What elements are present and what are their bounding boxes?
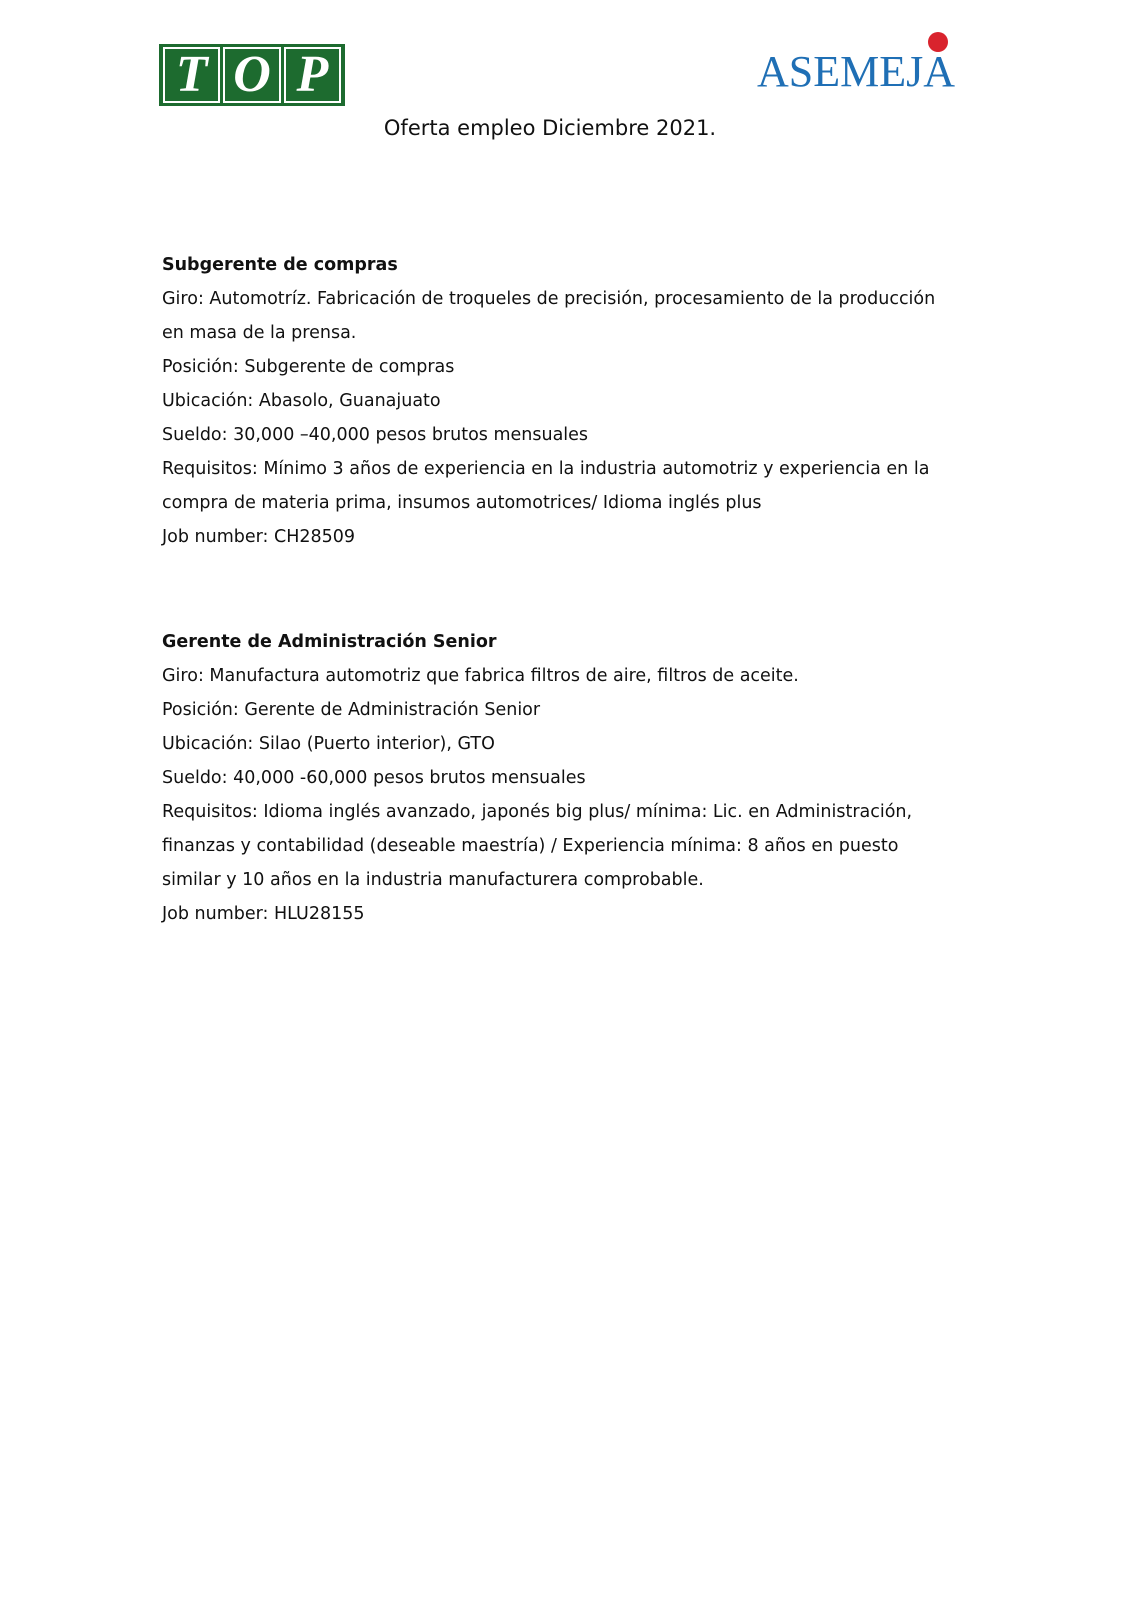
page-title: Oferta empleo Diciembre 2021. [383,116,717,140]
job-giro: Giro: Automotríz. Fabricación de troqueles de precisión, procesamiento de la producción en masa de la prensa. [162,289,936,343]
job-ubicacion: Ubicación: Silao (Puerto interior), GTO [162,734,495,754]
job-ubicacion: Ubicación: Abasolo, Guanajuato [162,391,441,411]
job-giro: Giro: Manufactura automotriz que fabrica filtros de aire, filtros de aceite. [162,666,799,686]
job-sueldo: Sueldo: 40,000 -60,000 pesos brutos mensuales [162,768,586,788]
top-logo-letter-o: O [223,47,280,103]
job-offer [162,625,962,931]
top-logo-letter-p: P [284,47,341,103]
top-logo-letter-t: T [163,47,220,103]
job-requisitos: Requisitos: Mínimo 3 años de experiencia en la industria automotriz y experiencia en la compra de materia prima, insumos automotrices/ Idioma inglés plus [162,459,930,513]
job-heading: Subgerente de compras [162,255,398,275]
job-posicion: Posición: Subgerente de compras [162,357,455,377]
asemeja-logo-text: ASEMEJA [757,47,956,96]
job-number: Job number: CH28509 [162,527,356,547]
job-sueldo: Sueldo: 30,000 –40,000 pesos brutos mensuales [162,425,589,445]
job-requisitos: Requisitos: Idioma inglés avanzado, japonés big plus/ mínima: Lic. en Administración, finanzas y contabilidad (deseable maestría) / Experiencia mínima: 8 años en puesto similar y 10 años en la industria manufacturera comprobable. [162,802,913,890]
top-logo [159,44,345,106]
job-heading: Gerente de Administración Senior [162,632,497,652]
job-number: Job number: HLU28155 [162,904,365,924]
job-posicion: Posición: Gerente de Administración Senior [162,700,541,720]
asemeja-logo [757,28,977,108]
job-offer [162,248,962,554]
